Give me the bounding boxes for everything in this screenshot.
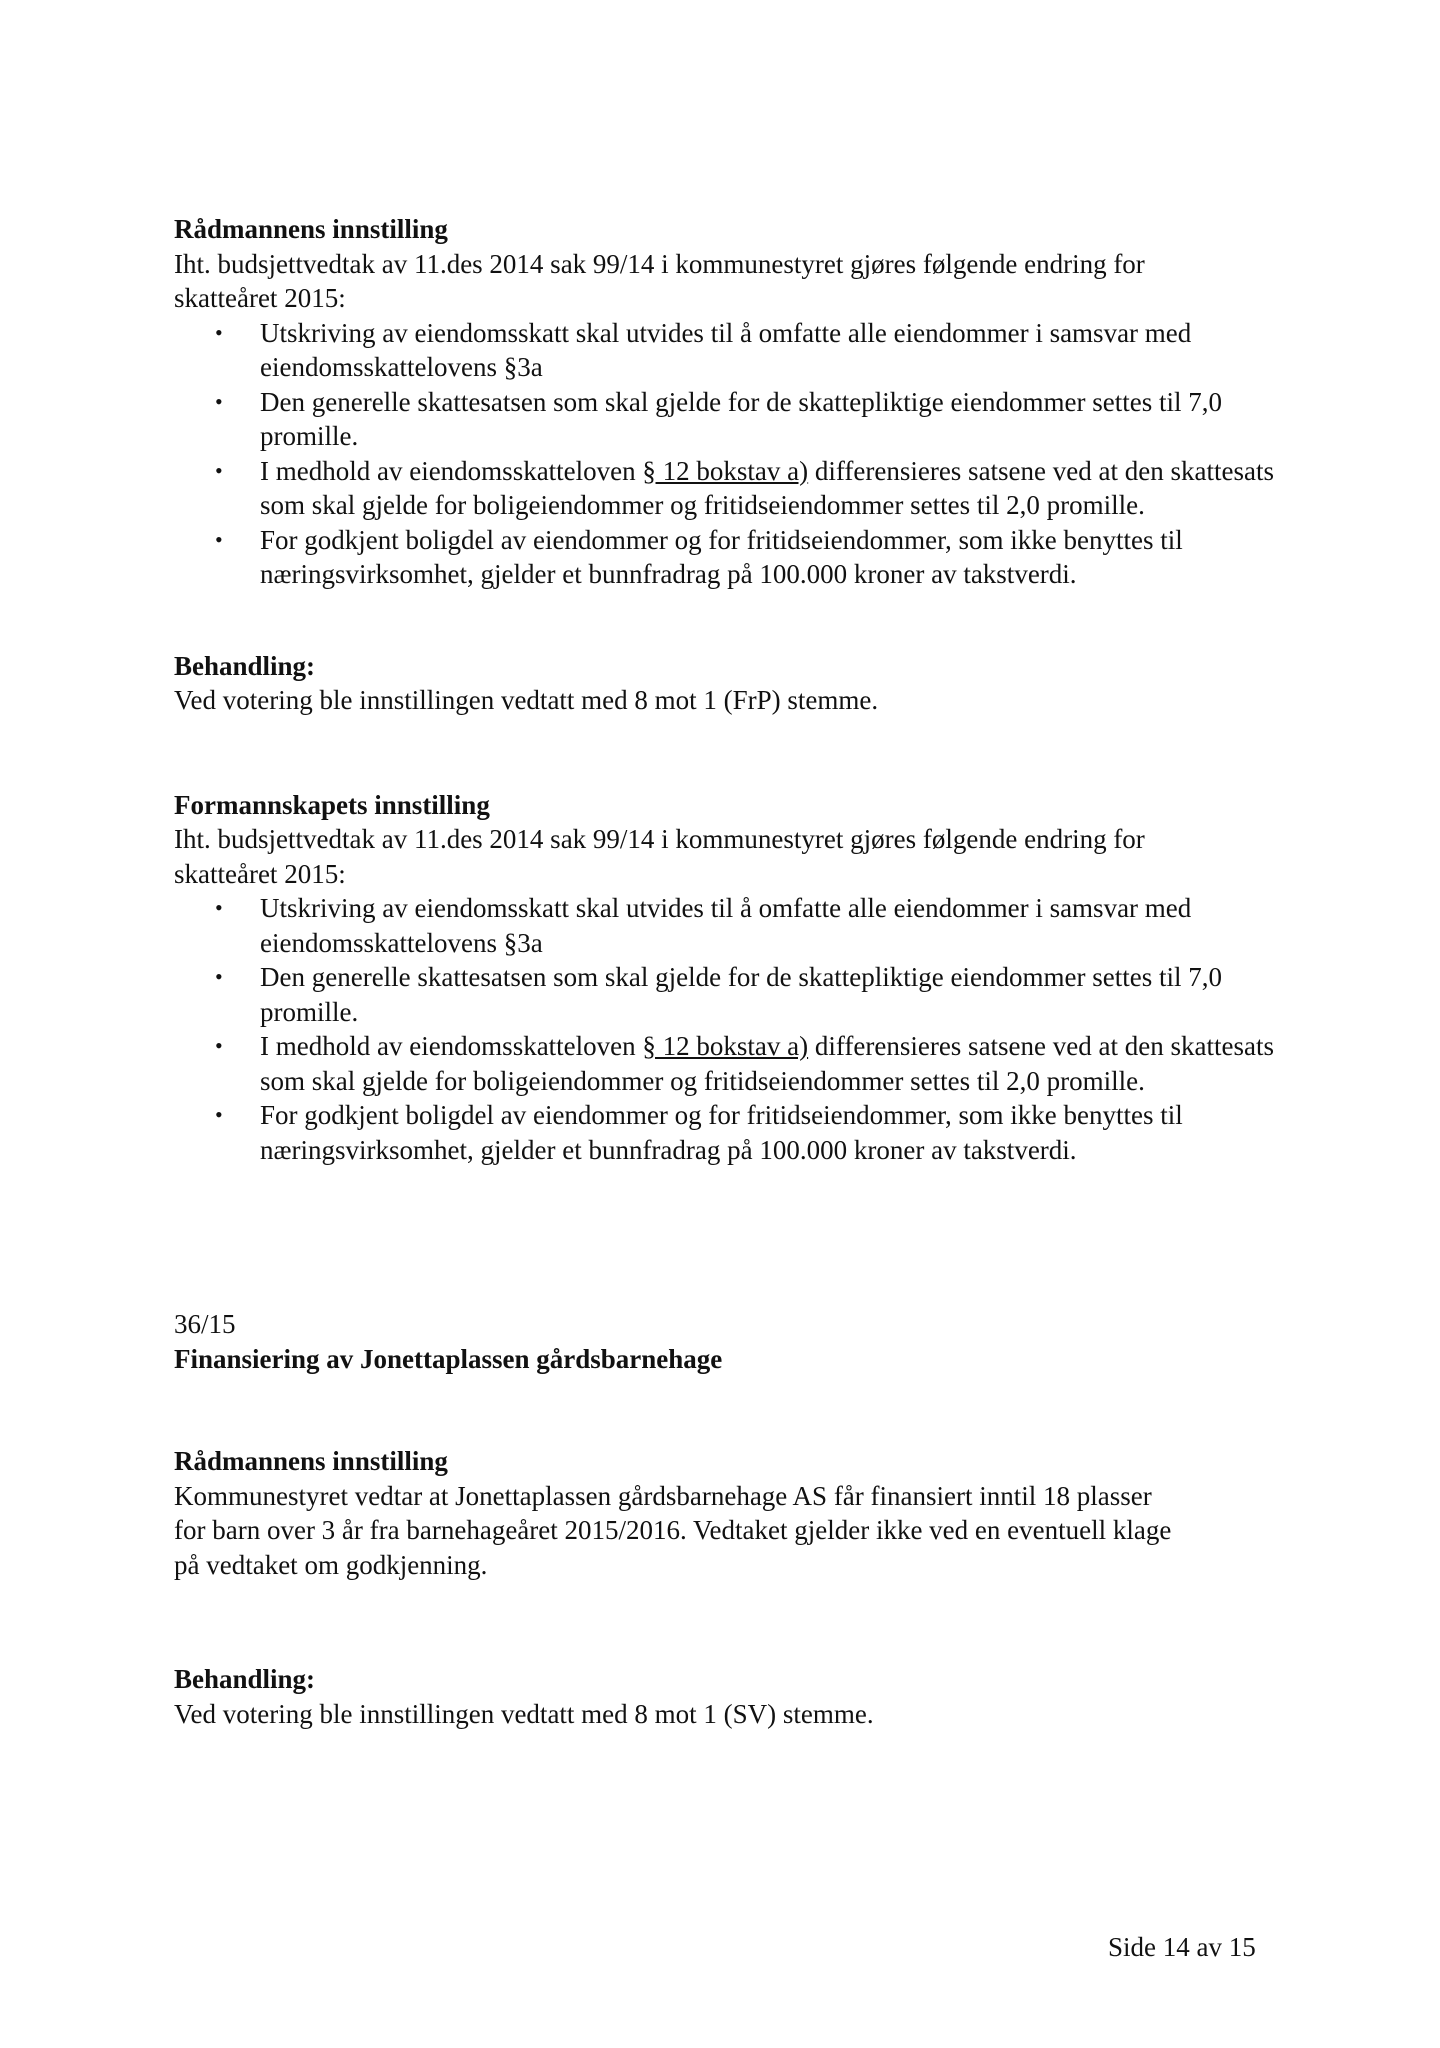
body-line: Kommunestyret vedtar at Jonettaplassen gårdsbarnehage AS får finansiert inntil 18 plasser <box>174 1480 1152 1511</box>
section-radmannens-innstilling-1 <box>174 212 1274 592</box>
section-radmannens-innstilling-2 <box>174 1444 1274 1582</box>
case-title: Finansiering av Jonettaplassen gårdsbarnehage <box>174 1343 723 1374</box>
list-item <box>215 385 1274 454</box>
list-item-text: Utskriving av eiendomsskatt skal utvides til å omfatte alle eiendommer i samsvar med eiendomsskattelovens §3a <box>260 317 1192 382</box>
law-reference-link[interactable]: § 12 bokstav a) <box>642 455 809 486</box>
list-item-text: I medhold av eiendomsskatteloven <box>260 455 643 486</box>
list-item <box>215 960 1274 1029</box>
bullet-icon: • <box>215 895 223 920</box>
section-heading: Behandling: <box>174 1664 316 1694</box>
list-item-text: Den generelle skattesatsen som skal gjelde for de skattepliktige eiendommer settes til 7,0 promille. <box>260 962 1222 1027</box>
list-item <box>215 316 1274 385</box>
section-heading: Behandling: <box>174 650 316 681</box>
body-line: på vedtaket om godkjenning. <box>174 1549 488 1580</box>
section-heading: Rådmannens innstilling <box>174 214 448 244</box>
list-item <box>215 891 1274 960</box>
spacer <box>174 1376 1274 1444</box>
page-number: Side 14 av 15 <box>1108 1932 1256 1962</box>
intro-line: Iht. budsjettvedtak av 11.des 2014 sak 99/14 i kommunestyret gjøres følgende endring for <box>174 824 1145 854</box>
list-item-text: For godkjent boligdel av eiendommer og for fritidseiendommer, som ikke benyttes til næringsvirksomhet, gjelder et bunnfradrag på 100.000 kroner av takstverdi. <box>260 524 1183 589</box>
list-item-text: Utskriving av eiendomsskatt skal utvides til å omfatte alle eiendommer i samsvar med eiendomsskattelovens §3a <box>260 893 1192 958</box>
page-content <box>174 212 1274 1731</box>
bullet-icon: • <box>215 1102 223 1127</box>
list-item <box>215 454 1274 523</box>
bullet-list <box>174 891 1274 1167</box>
bullet-icon: • <box>215 319 223 345</box>
case-header <box>174 1307 1274 1376</box>
law-reference-link[interactable]: § 12 bokstav a) <box>642 1031 809 1061</box>
treatment-text: Ved votering ble innstillingen vedtatt med 8 mot 1 (SV) stemme. <box>174 1698 874 1729</box>
list-item <box>215 523 1274 592</box>
list-item <box>215 1029 1274 1098</box>
section-behandling-2 <box>174 1662 1274 1731</box>
bullet-icon: • <box>215 1033 223 1058</box>
section-behandling-1 <box>174 649 1274 718</box>
bullet-icon: • <box>215 526 223 552</box>
bullet-icon: • <box>215 457 223 483</box>
intro-line: skatteåret 2015: <box>174 283 346 313</box>
spacer <box>174 1582 1274 1662</box>
case-number: 36/15 <box>174 1309 236 1339</box>
list-item-text: For godkjent boligdel av eiendommer og for fritidseiendommer, som ikke benyttes til næringsvirksomhet, gjelder et bunnfradrag på 100.000 kroner av takstverdi. <box>260 1100 1183 1165</box>
list-item-text: Den generelle skattesatsen som skal gjelde for de skattepliktige eiendommer settes til 7,0 promille. <box>260 386 1222 451</box>
intro-line: skatteåret 2015: <box>174 858 346 889</box>
treatment-text: Ved votering ble innstillingen vedtatt med 8 mot 1 (FrP) stemme. <box>174 685 879 715</box>
section-heading: Rådmannens innstilling <box>174 1446 448 1476</box>
list-item-text: I medhold av eiendomsskatteloven <box>260 1031 643 1061</box>
section-heading: Formannskapets innstilling <box>174 789 490 820</box>
bullet-icon: • <box>215 388 223 414</box>
body-line: for barn over 3 år fra barnehageåret 2015/2016. Vedtaket gjelder ikke ved en eventuell klage <box>174 1515 1172 1545</box>
spacer <box>174 1167 1274 1307</box>
list-item-text: differensieres satsene ved at den skattesats som skal gjelde for boligeiendommer og fritidseiendommer settes til 2,0 promille. <box>260 455 1274 520</box>
list-item <box>215 1098 1274 1167</box>
bullet-list <box>174 316 1274 592</box>
intro-line: Iht. budsjettvedtak av 11.des 2014 sak 99/14 i kommunestyret gjøres følgende endring for <box>174 248 1145 279</box>
spacer <box>174 592 1274 649</box>
list-item-text: differensieres satsene ved at den skattesats som skal gjelde for boligeiendommer og fritidseiendommer settes til 2,0 promille. <box>260 1031 1274 1096</box>
spacer <box>174 718 1274 788</box>
section-formannskapets-innstilling <box>174 788 1274 1168</box>
bullet-icon: • <box>215 964 223 989</box>
